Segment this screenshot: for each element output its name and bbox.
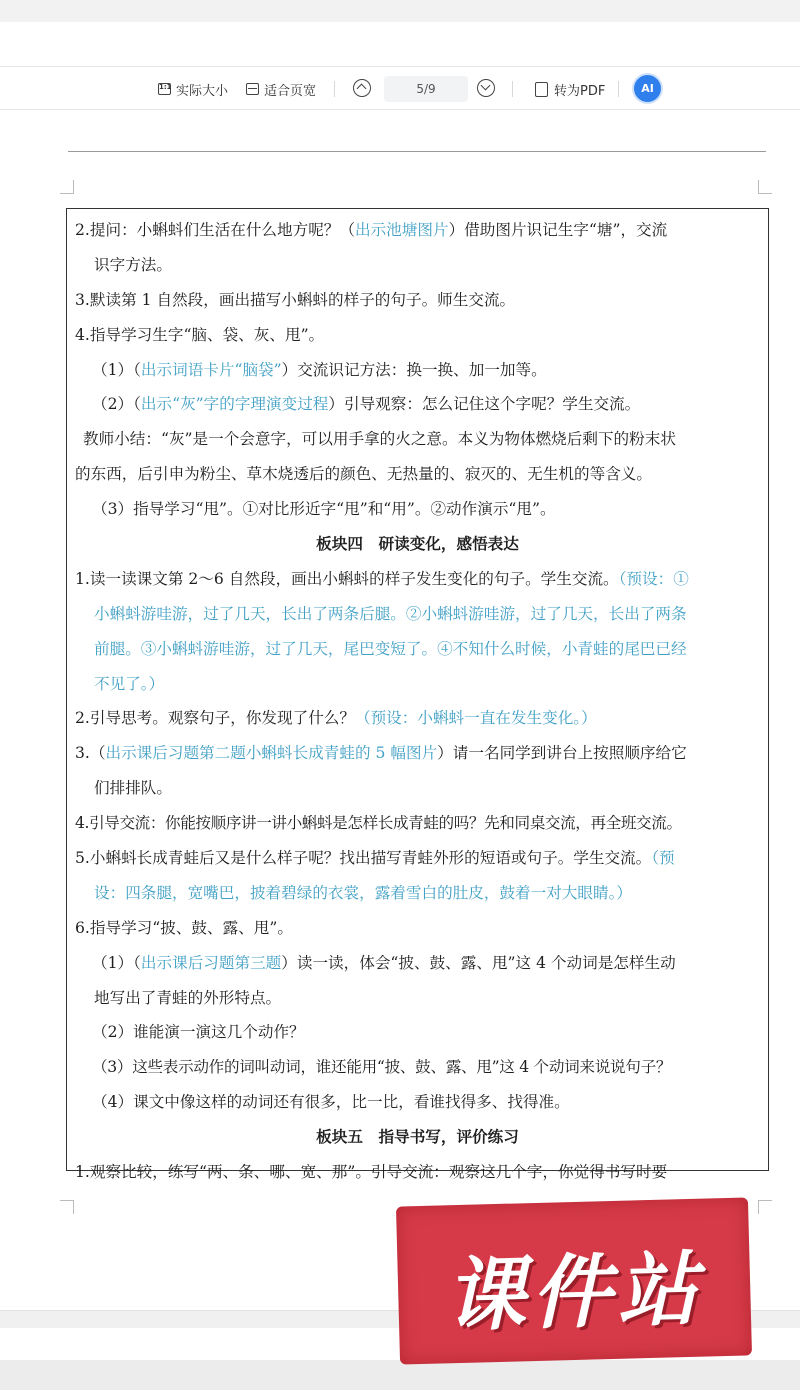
actual-size-button[interactable] xyxy=(158,67,228,111)
text-line: （1）（出示词语卡片“脑袋”）交流识记方法：换一换、加一加等。 xyxy=(92,360,547,379)
text-line: 2.引导思考。观察句子，你发现了什么？（预设：小蝌蚪一直在发生变化。） xyxy=(75,709,597,728)
page-rule xyxy=(68,151,766,152)
ai-assistant-button[interactable]: AI xyxy=(634,75,661,102)
text-line: 1.观察比较，练写“两、条、哪、宽、那”。引导交流：观察这几个字，你觉得书写时要 xyxy=(75,1163,668,1182)
toolbar-divider xyxy=(334,81,335,97)
text-line: 6.指导学习“披、鼓、露、甩”。 xyxy=(75,918,293,937)
convert-pdf-button[interactable] xyxy=(535,67,605,111)
watermark-stamp xyxy=(396,1197,752,1364)
page-corner-mark xyxy=(60,180,74,194)
text-line: 识字方法。 xyxy=(94,255,172,274)
text-line: 小蝌蚪游哇游，过了几天，长出了两条后腿。②小蝌蚪游哇游，过了几天，长出了两条 xyxy=(94,604,687,623)
text-line: 的东西，后引申为粉尘、草木烧透后的颜色、无热量的、寂灭的、无生机的等含义。 xyxy=(75,465,652,484)
text-line: 不见了。） xyxy=(94,674,165,693)
fit-width-icon xyxy=(246,83,259,95)
previous-page-icon[interactable] xyxy=(353,79,371,97)
text-line: （1）（出示课后习题第三题）读一读，体会“披、鼓、露、甩”这 4 个动词是怎样生动 xyxy=(92,953,676,972)
text-line: 设：四条腿，宽嘴巴，披着碧绿的衣裳，露着雪白的肚皮，鼓着一对大眼睛。） xyxy=(94,883,632,902)
text-line: 3.（出示课后习题第二题小蝌蚪长成青蛙的 5 幅图片）请一名同学到讲台上按照顺序给它 xyxy=(75,744,687,763)
page-corner-mark xyxy=(758,180,772,194)
page-number-input[interactable]: 5/9 xyxy=(384,76,468,102)
document-page-content xyxy=(66,208,769,1182)
text-line: （3）指导学习“甩”。①对比形近字“甩”和“用”。②动作演示“甩”。 xyxy=(92,500,556,519)
text-line: 4.指导学习生字“脑、袋、灰、甩”。 xyxy=(75,325,325,344)
pdf-icon xyxy=(535,82,548,97)
text-line: （2）谁能演一演这几个动作？ xyxy=(92,1023,305,1042)
text-line: 1.读一读课文第 2～6 自然段，画出小蝌蚪的样子发生变化的句子。学生交流。（预设：① xyxy=(75,569,689,588)
status-bar xyxy=(0,1360,800,1390)
text-line: （4）课文中像这样的动词还有很多，比一比，看谁找得多、找得准。 xyxy=(92,1093,570,1112)
next-page-icon[interactable] xyxy=(477,79,495,97)
text-line: 教师小结：“灰”是一个会意字，可以用手拿的火之意。本义为物体燃烧后剩下的粉末状 xyxy=(83,430,676,449)
watermark-text: 课件站 xyxy=(444,1242,705,1343)
text-line: 前腿。③小蝌蚪游哇游，过了几天，尾巴变短了。④不知什么时候，小青蛙的尾巴已经 xyxy=(94,639,687,658)
viewer-toolbar xyxy=(0,66,800,110)
toolbar-divider xyxy=(618,81,619,97)
actual-size-label: 实际大小 xyxy=(176,83,229,99)
text-line: 3.默读第 1 自然段，画出描写小蝌蚪的样子的句子。师生交流。 xyxy=(75,290,516,309)
fit-width-button[interactable] xyxy=(246,67,316,111)
page-corner-mark xyxy=(758,1200,772,1214)
text-line: 2.提问：小蝌蚪们生活在什么地方呢？（出示池塘图片）借助图片识记生字“塘”，交流 xyxy=(75,221,668,239)
toolbar-divider xyxy=(512,81,513,97)
section-heading: 板块四 研读变化，感悟表达 xyxy=(316,534,519,554)
text-line: 4.引导交流：你能按顺序讲一讲小蝌蚪是怎样长成青蛙的吗？先和同桌交流，再全班交流。 xyxy=(75,814,682,833)
text-line: （2）（出示“灰”字的字理演变过程）引导观察：怎么记住这个字呢？学生交流。 xyxy=(92,395,641,414)
convert-pdf-label: 转为PDF xyxy=(554,83,606,99)
text-line: 5.小蝌蚪长成青蛙后又是什么样子呢？找出描写青蛙外形的短语或句子。学生交流。（预 xyxy=(75,849,675,868)
fit-width-label: 适合页宽 xyxy=(264,83,317,99)
text-line: 地写出了青蛙的外形特点。 xyxy=(94,988,282,1007)
text-line: 们排排队。 xyxy=(94,779,172,798)
page-corner-mark xyxy=(60,1200,74,1214)
actual-size-icon xyxy=(158,83,171,95)
text-line: （3）这些表示动作的词叫动词，谁还能用“披、鼓、露、甩”这 4 个动词来说说句子？ xyxy=(92,1058,672,1077)
section-heading: 板块五 指导书写，评价练习 xyxy=(316,1127,519,1147)
window-top-bar xyxy=(0,0,800,22)
